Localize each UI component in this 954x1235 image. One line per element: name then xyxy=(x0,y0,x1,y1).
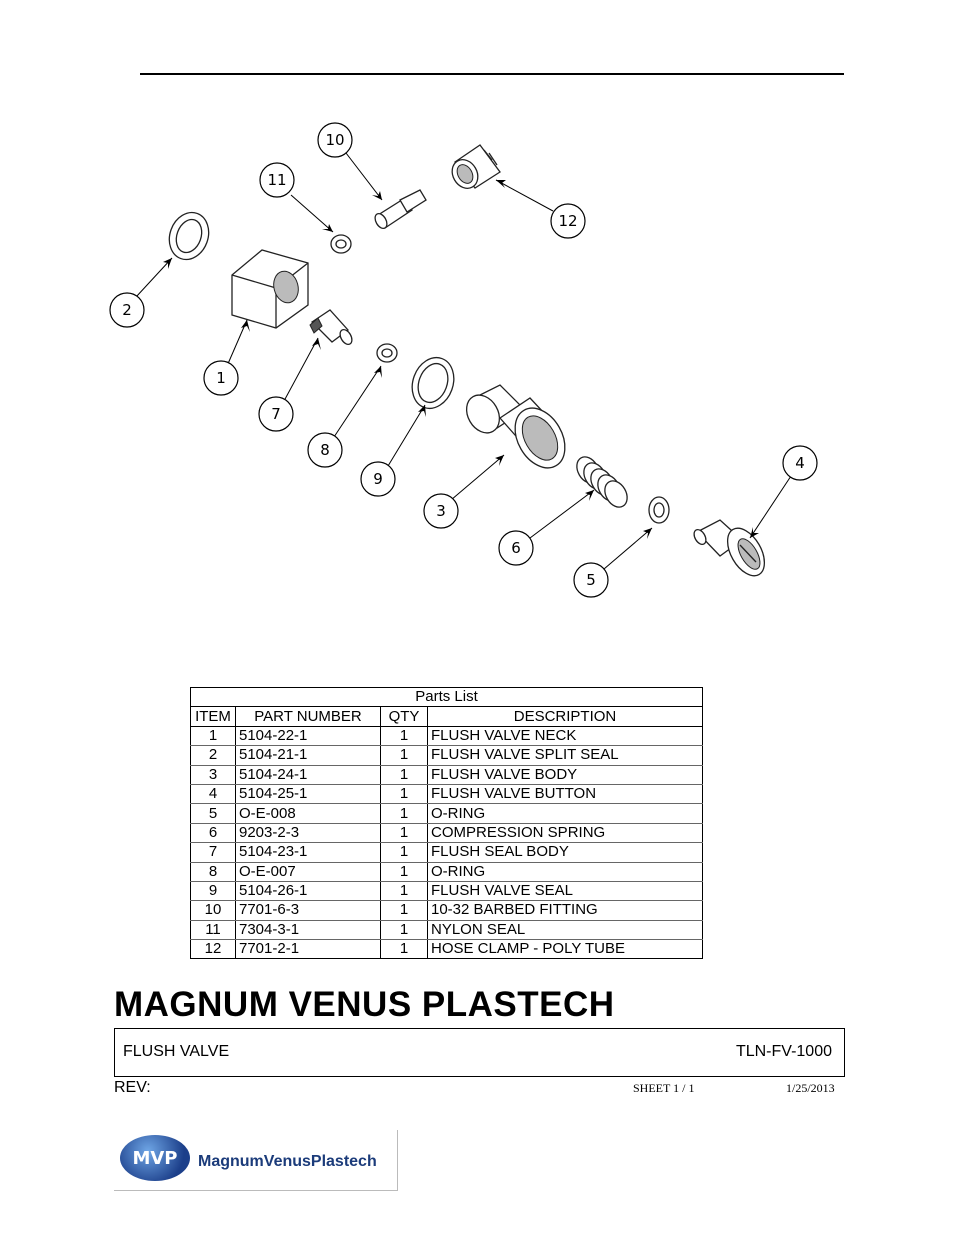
cell-qty: 1 xyxy=(381,940,428,959)
cell-part-number: 5104-24-1 xyxy=(236,765,381,784)
cell-item: 1 xyxy=(191,726,236,745)
svg-text:6: 6 xyxy=(511,539,521,557)
company-logo xyxy=(114,1130,398,1191)
svg-text:8: 8 xyxy=(320,441,330,459)
cell-qty: 1 xyxy=(381,901,428,920)
part-flush-valve-seal xyxy=(405,352,460,415)
sheet-number: SHEET 1 / 1 xyxy=(633,1081,695,1095)
cell-description: HOSE CLAMP - POLY TUBE xyxy=(428,940,703,959)
cell-part-number: 7701-6-3 xyxy=(236,901,381,920)
balloon-5 xyxy=(574,563,608,597)
part-compression-spring xyxy=(572,453,631,511)
logo-text: MagnumVenusPlastech xyxy=(198,1153,377,1170)
svg-text:12: 12 xyxy=(558,212,578,230)
cell-qty: 1 xyxy=(381,920,428,939)
logo-globe-icon xyxy=(120,1135,190,1181)
part-valve-button xyxy=(692,520,772,582)
cell-item: 2 xyxy=(191,746,236,765)
cell-qty: 1 xyxy=(381,862,428,881)
table-row xyxy=(191,765,703,784)
cell-qty: 1 xyxy=(381,746,428,765)
part-o-ring-5 xyxy=(649,497,669,523)
table-row xyxy=(191,940,703,959)
drawing-title: FLUSH VALVE xyxy=(123,1043,230,1060)
part-hose-clamp xyxy=(447,145,500,193)
drawing-number: TLN-FV-1000 xyxy=(735,1043,832,1060)
rev-label: REV: xyxy=(114,1079,151,1096)
cell-description: O-RING xyxy=(428,804,703,823)
cell-part-number: O-E-008 xyxy=(236,804,381,823)
table-row xyxy=(191,901,703,920)
cell-description: FLUSH VALVE SPLIT SEAL xyxy=(428,746,703,765)
cell-qty: 1 xyxy=(381,804,428,823)
cell-description: FLUSH VALVE NECK xyxy=(428,726,703,745)
cell-part-number: 7304-3-1 xyxy=(236,920,381,939)
cell-qty: 1 xyxy=(381,881,428,900)
balloon-7 xyxy=(259,397,293,431)
cell-description: FLUSH VALVE BUTTON xyxy=(428,784,703,803)
balloon-6 xyxy=(499,531,533,565)
title-block xyxy=(114,1028,845,1077)
svg-text:3: 3 xyxy=(436,502,446,520)
cell-part-number: 9203-2-3 xyxy=(236,823,381,842)
table-row xyxy=(191,823,703,842)
balloon-9 xyxy=(361,462,395,496)
cell-item: 3 xyxy=(191,765,236,784)
table-row xyxy=(191,784,703,803)
table-row xyxy=(191,920,703,939)
balloon-12 xyxy=(551,204,585,238)
svg-text:9: 9 xyxy=(373,470,383,488)
company-name: MAGNUM VENUS PLASTECH xyxy=(114,985,615,1024)
parts-list-table xyxy=(190,687,703,959)
table-row xyxy=(191,862,703,881)
part-valve-neck xyxy=(232,250,308,328)
cell-qty: 1 xyxy=(381,784,428,803)
balloon-11 xyxy=(260,163,294,197)
cell-description: COMPRESSION SPRING xyxy=(428,823,703,842)
parts-list-body xyxy=(191,726,703,959)
balloon-3 xyxy=(424,494,458,528)
balloon-2 xyxy=(110,293,144,327)
cell-description: FLUSH VALVE BODY xyxy=(428,765,703,784)
cell-part-number: 5104-26-1 xyxy=(236,881,381,900)
svg-text:10: 10 xyxy=(325,131,345,149)
parts-list-caption: Parts List xyxy=(191,688,703,707)
part-o-ring-8 xyxy=(377,344,397,362)
part-valve-body xyxy=(460,385,575,477)
cell-part-number: 5104-25-1 xyxy=(236,784,381,803)
col-header-part-number: PART NUMBER xyxy=(236,707,381,726)
cell-item: 8 xyxy=(191,862,236,881)
table-row xyxy=(191,726,703,745)
cell-item: 4 xyxy=(191,784,236,803)
balloon-10 xyxy=(318,123,352,157)
cell-qty: 1 xyxy=(381,726,428,745)
cell-item: 9 xyxy=(191,881,236,900)
col-header-qty: QTY xyxy=(381,707,428,726)
cell-description: FLUSH VALVE SEAL xyxy=(428,881,703,900)
part-nylon-seal xyxy=(331,235,351,253)
cell-item: 11 xyxy=(191,920,236,939)
balloon-8 xyxy=(308,433,342,467)
cell-description: NYLON SEAL xyxy=(428,920,703,939)
cell-description: FLUSH SEAL BODY xyxy=(428,843,703,862)
logo-mark: MVP xyxy=(132,1147,178,1169)
cell-description: 10-32 BARBED FITTING xyxy=(428,901,703,920)
col-header-item: ITEM xyxy=(191,707,236,726)
cell-part-number: 7701-2-1 xyxy=(236,940,381,959)
cell-qty: 1 xyxy=(381,765,428,784)
svg-text:4: 4 xyxy=(795,454,805,472)
cell-item: 6 xyxy=(191,823,236,842)
svg-text:7: 7 xyxy=(271,405,281,423)
cell-part-number: 5104-23-1 xyxy=(236,843,381,862)
table-row xyxy=(191,804,703,823)
table-row xyxy=(191,746,703,765)
table-row xyxy=(191,843,703,862)
cell-qty: 1 xyxy=(381,843,428,862)
cell-part-number: 5104-21-1 xyxy=(236,746,381,765)
cell-item: 12 xyxy=(191,940,236,959)
svg-text:2: 2 xyxy=(122,301,132,319)
cell-item: 5 xyxy=(191,804,236,823)
cell-qty: 1 xyxy=(381,823,428,842)
col-header-description: DESCRIPTION xyxy=(428,707,703,726)
leader-lines xyxy=(136,153,791,569)
balloon-4 xyxy=(783,446,817,480)
cell-part-number: 5104-22-1 xyxy=(236,726,381,745)
drawing-date: 1/25/2013 xyxy=(786,1081,835,1095)
cell-description: O-RING xyxy=(428,862,703,881)
table-row xyxy=(191,881,703,900)
cell-part-number: O-E-007 xyxy=(236,862,381,881)
svg-text:1: 1 xyxy=(216,369,226,387)
cell-item: 7 xyxy=(191,843,236,862)
part-split-seal xyxy=(163,207,215,265)
svg-text:11: 11 xyxy=(267,171,287,189)
balloon-1 xyxy=(204,361,238,395)
svg-text:5: 5 xyxy=(586,571,596,589)
cell-item: 10 xyxy=(191,901,236,920)
